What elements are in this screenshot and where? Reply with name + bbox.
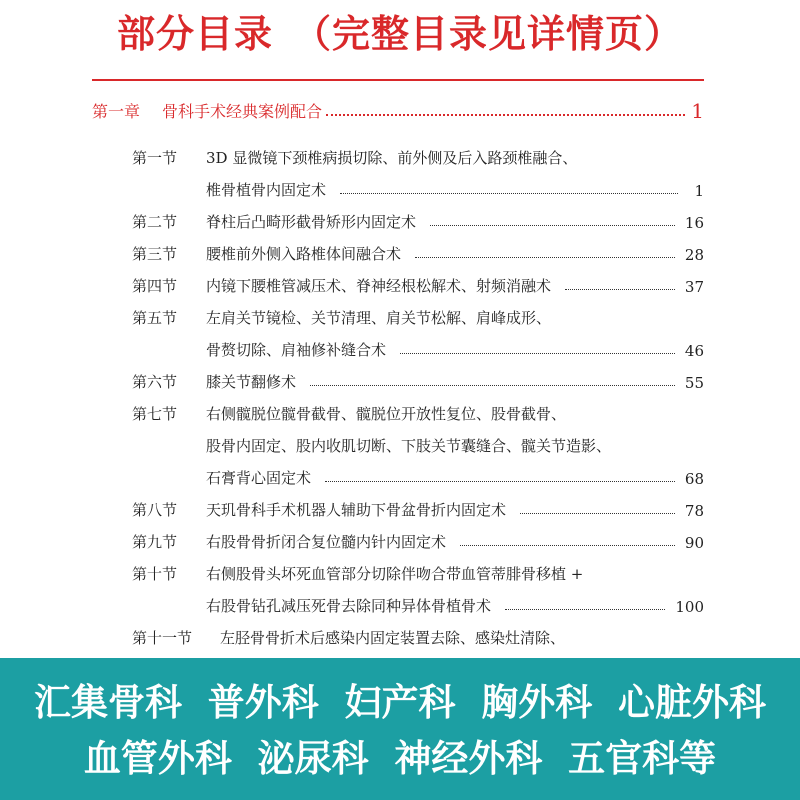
dot-leader: [310, 385, 675, 386]
section-number: 第五节: [132, 309, 178, 327]
page-number: 55: [684, 374, 704, 392]
dot-leader: [460, 545, 675, 546]
toc-entry-line: [132, 264, 704, 296]
section-number: 第一节: [132, 149, 178, 167]
toc-entry-line: [132, 392, 704, 424]
section-number: 第三节: [132, 245, 178, 263]
toc-entry: [132, 552, 704, 616]
toc-entry-line: [132, 136, 704, 168]
toc-entry: [132, 200, 704, 232]
section-title: 右侧股骨头坏死血管部分切除伴吻合带血管蒂腓骨移植 +: [206, 565, 584, 583]
section-title: 石膏背心固定术: [206, 469, 312, 487]
toc-entry: [132, 296, 704, 360]
dot-leader: [326, 114, 685, 116]
section-title: 右侧髋脱位髋骨截骨、髋脱位开放性复位、股骨截骨、: [206, 405, 567, 423]
section-title: 左肩关节镜检、关节清理、肩关节松解、肩峰成形、: [206, 309, 552, 327]
section-title: 天玑骨科手术机器人辅助下骨盆骨折内固定术: [206, 501, 507, 519]
section-number: 第二节: [132, 213, 178, 231]
toc-entry: [132, 136, 704, 200]
toc-entry-line: [132, 616, 704, 648]
toc-entry: [132, 360, 704, 392]
dot-leader: [505, 609, 665, 610]
section-title: 脊柱后凸畸形截骨矫形内固定术: [206, 213, 417, 231]
dot-leader: [565, 289, 675, 290]
toc-entry-line: [132, 200, 704, 232]
toc-entry: [132, 264, 704, 296]
section-title: 右股骨钻孔减压死骨去除同种异体骨植骨术: [206, 597, 492, 615]
toc-entry-line: [132, 520, 704, 552]
title-divider: [92, 79, 704, 81]
page-title: 部分目录 （完整目录见详情页）: [116, 12, 683, 56]
chapter-title: 骨科手术经典案例配合: [162, 102, 323, 121]
chapter-heading: [92, 94, 704, 122]
toc-entry-line: [132, 456, 704, 488]
section-title: 内镜下腰椎管减压术、脊神经根松解术、射频消融术: [206, 277, 552, 295]
page-number: 100: [675, 598, 704, 616]
section-title: 右股骨骨折闭合复位髓内针内固定术: [206, 533, 447, 551]
chapter-number: 第一章: [92, 102, 141, 121]
toc-entry: [132, 392, 704, 488]
toc-entry: [132, 520, 704, 552]
toc-entry-line: [132, 360, 704, 392]
section-number: 第七节: [132, 405, 178, 423]
section-title: 左胫骨骨折术后感染内固定装置去除、感染灶清除、: [220, 629, 566, 647]
section-title: 膝关节翻修术: [206, 373, 297, 391]
page-number: 46: [684, 342, 704, 360]
toc-entry-line: [132, 168, 704, 200]
dot-leader: [340, 193, 678, 194]
page-number: 16: [684, 214, 704, 232]
dot-leader: [430, 225, 675, 226]
section-title: 腰椎前外侧入路椎体间融合术: [206, 245, 402, 263]
section-number: 第六节: [132, 373, 178, 391]
toc-entry: [132, 616, 704, 648]
section-title: 3D 显微镜下颈椎病损切除、前外侧及后入路颈椎融合、: [206, 149, 578, 167]
dot-leader: [415, 257, 675, 258]
toc-entry: [132, 232, 704, 264]
section-number: 第十一节: [132, 629, 193, 647]
toc-entry-line: [132, 488, 704, 520]
banner-line-2: 血管外科 泌尿科 神经外科 五官科等: [83, 737, 717, 780]
toc-entry-line: [132, 424, 704, 456]
toc-entry-line: [132, 584, 704, 616]
section-number: 第十节: [132, 565, 178, 583]
toc-entry-line: [132, 296, 704, 328]
toc-entry-line: [132, 552, 704, 584]
dot-leader: [400, 353, 675, 354]
toc-entry-line: [132, 328, 704, 360]
page-number: 78: [684, 502, 704, 520]
section-title: 骨赘切除、肩袖修补缝合术: [206, 341, 387, 359]
page-number: 90: [684, 534, 704, 552]
section-number: 第四节: [132, 277, 178, 295]
toc-entry: [132, 488, 704, 520]
section-title: 椎骨植骨内固定术: [206, 181, 327, 199]
page-number: 37: [684, 278, 704, 296]
section-number: 第九节: [132, 533, 178, 551]
dot-leader: [520, 513, 675, 514]
section-number: 第八节: [132, 501, 178, 519]
toc-entry-line: [132, 232, 704, 264]
chapter-page: 1: [691, 99, 704, 123]
page-number: 1: [694, 182, 704, 200]
banner-line-1: 汇集骨科 普外科 妇产科 胸外科 心脏外科: [33, 681, 767, 724]
table-of-contents: [132, 136, 704, 648]
dot-leader: [325, 481, 675, 482]
section-title: 股骨内固定、股内收肌切断、下肢关节囊缝合、髋关节造影、: [206, 437, 612, 455]
page-number: 68: [684, 470, 704, 488]
page-number: 28: [684, 246, 704, 264]
